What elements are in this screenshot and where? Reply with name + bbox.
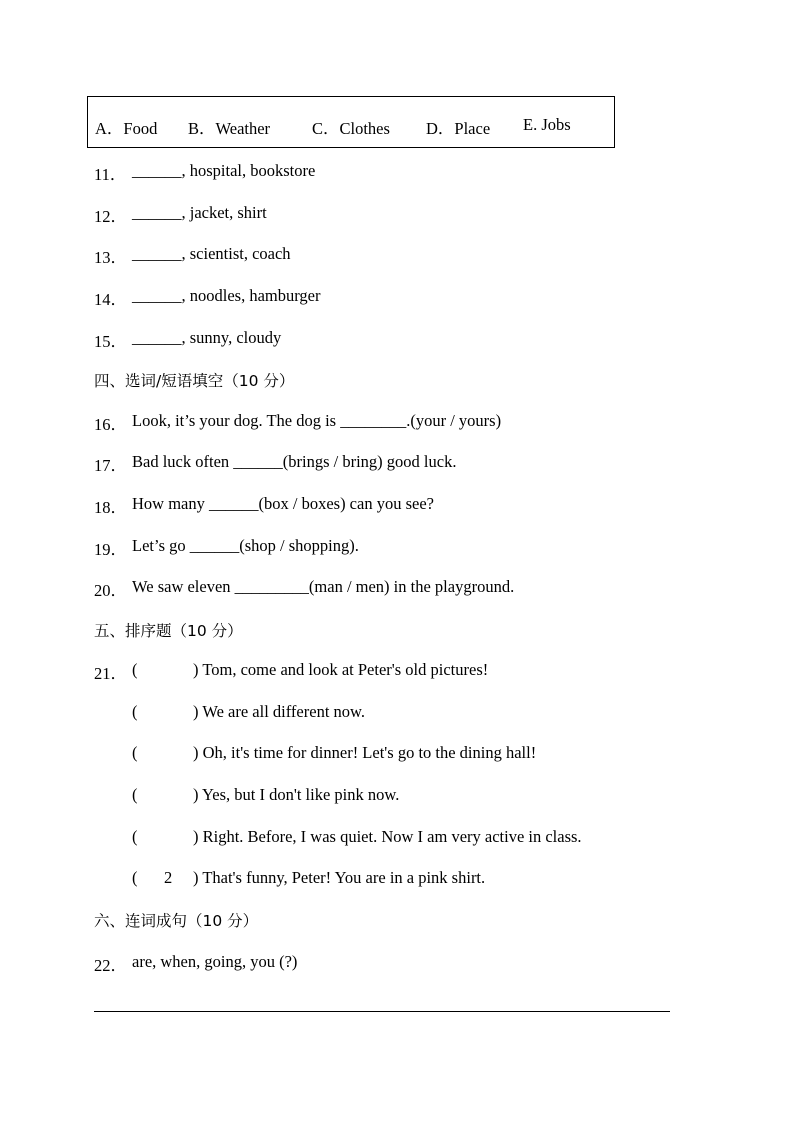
section-heading-4: 四、选词/短语填空（10 分） <box>94 372 295 390</box>
question-number: 12． <box>94 207 127 226</box>
order-open-paren: ( <box>132 868 138 887</box>
question-number: 22． <box>94 956 127 975</box>
section-heading-6: 六、连词成句（10 分） <box>94 912 259 930</box>
order-sentence: ) Right. Before, I was quiet. Now I am very active in class. <box>193 827 582 846</box>
question-number: 11． <box>94 165 127 184</box>
question-text: are, when, going, you (?) <box>132 952 298 971</box>
question-number: 16． <box>94 415 127 434</box>
question-number: 15． <box>94 332 127 351</box>
option-b: B．Weather <box>188 119 271 138</box>
question-text: ______, sunny, cloudy <box>132 328 282 347</box>
question-text: ______, noodles, hamburger <box>132 286 321 305</box>
order-open-paren: ( <box>132 660 138 679</box>
question-number: 14． <box>94 290 127 309</box>
question-text: ______, hospital, bookstore <box>132 161 316 180</box>
option-e: E. Jobs <box>523 115 571 134</box>
options-box <box>87 96 615 148</box>
question-text: Let’s go ______(shop / shopping). <box>132 536 359 555</box>
order-sentence: ) That's funny, Peter! You are in a pink shirt. <box>193 868 486 887</box>
order-answer: 2 <box>164 868 173 887</box>
order-open-paren: ( <box>132 827 138 846</box>
order-open-paren: ( <box>132 785 138 804</box>
order-open-paren: ( <box>132 743 138 762</box>
question-number: 21． <box>94 664 127 683</box>
question-number: 20． <box>94 581 127 600</box>
question-number: 19． <box>94 540 127 559</box>
option-c: C．Clothes <box>312 119 390 138</box>
question-number: 18． <box>94 498 127 517</box>
order-sentence: ) Tom, come and look at Peter's old pictures! <box>193 660 489 679</box>
question-number: 17． <box>94 456 127 475</box>
question-number: 13． <box>94 248 127 267</box>
section-heading-5: 五、排序题（10 分） <box>94 622 243 640</box>
answer-line <box>94 1011 670 1012</box>
question-text: We saw eleven _________(man / men) in the playground. <box>132 577 515 596</box>
question-text: Look, it’s your dog. The dog is ________.(your / yours) <box>132 411 502 430</box>
question-text: ______, scientist, coach <box>132 244 291 263</box>
question-text: ______, jacket, shirt <box>132 203 267 222</box>
question-text: How many ______(box / boxes) can you see? <box>132 494 434 513</box>
order-sentence: ) We are all different now. <box>193 702 366 721</box>
option-d: D．Place <box>426 119 491 138</box>
option-a: A．Food <box>95 119 158 138</box>
order-sentence: ) Oh, it's time for dinner! Let's go to the dining hall! <box>193 743 537 762</box>
question-text: Bad luck often ______(brings / bring) good luck. <box>132 452 457 471</box>
order-sentence: ) Yes, but I don't like pink now. <box>193 785 400 804</box>
order-open-paren: ( <box>132 702 138 721</box>
